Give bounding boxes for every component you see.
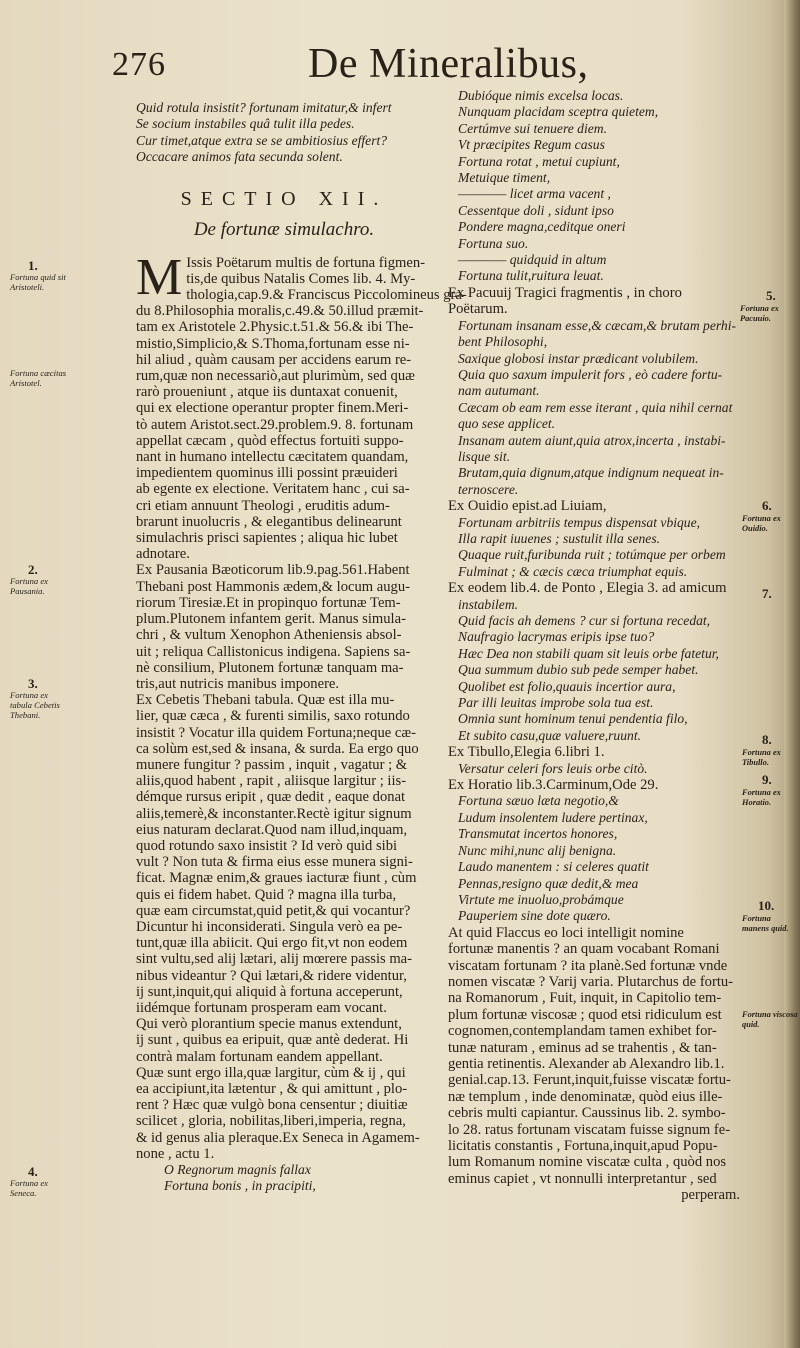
text-line: hil aliud , quàm causam per accidens earum re-: [136, 351, 412, 368]
left-prose: [136, 248, 467, 1162]
text-line: Versatur celeri fors leuis orbe citò.: [458, 760, 648, 776]
margin-number: 1.: [28, 258, 38, 273]
margin-number: 7.: [762, 586, 772, 601]
text-line: qui ex electione operantur propter finem.Meri-: [136, 400, 409, 417]
text-line: sint vultu,sed alij lætari, alij mœrere passis ma-: [136, 951, 413, 968]
text-line: genial.cap.13. Ferunt,inquit,fuisse viscatæ fortu-: [448, 1072, 731, 1089]
text-line: adnotare.: [136, 546, 190, 563]
text-line: quod rotundo saxo insistit ? Id verò quid sibi: [136, 837, 398, 854]
text-line: Quia quo saxum impulerit fors , eò cadere fortu-: [458, 366, 723, 382]
text-line: rum,quæ non necessariò,aut plurimùm, sed quæ: [136, 368, 415, 385]
text-line: ficat. Magnæ enim,& graues iacturæ fiunt , cùm: [136, 870, 417, 887]
text-line: Hæc Dea non stabili quam sit leuis orbe fatetur,: [458, 645, 719, 661]
text-line: fortunæ manentis ? an quam vocabant Romani: [448, 941, 720, 958]
text-line: Fortuna suo.: [458, 235, 529, 251]
text-line: Quolibet est folio,quauis incertior aura,: [458, 678, 676, 694]
text-line: Cur timet,atque extra se se ambitiosius effert?: [136, 132, 388, 148]
text-line: nibus videantur ? Qui lætari,& ridere videntur,: [136, 967, 407, 984]
text-line: plum.Plutonem infantem gerit. Manus simula-: [136, 611, 406, 628]
margin-note: Fortuna manens quid.: [742, 914, 789, 933]
text-line: Pennas,resigno quæ dedit,& mea: [458, 875, 639, 891]
text-line: Fortuna bonis , in pracipiti,: [164, 1178, 316, 1194]
margin-note: Fortuna cæcitas Aristotel.: [10, 368, 67, 388]
right-column: [448, 88, 740, 1204]
seneca-verse: [136, 1162, 432, 1195]
text-line: Et subito casu,quæ valuere,ruunt.: [458, 727, 641, 743]
margin-note: Fortuna quid sit Aristoteli.: [10, 272, 66, 292]
section-subtitle: De fortunæ simulachro.: [193, 218, 375, 240]
margin-number: 2.: [28, 562, 38, 577]
text-line: ea accipiunt,ita lætentur , & qui amittunt , plo-: [136, 1080, 408, 1097]
margin-note: Fortuna ex Tibullo.: [742, 748, 781, 767]
left-prose-lines: [136, 248, 467, 1162]
text-line: Transmutat incertos honores,: [458, 826, 618, 842]
margin-number: 3.: [28, 676, 38, 691]
text-line: tunt,quæ illa abiicit. Qui ergo fit,vt non eodem: [136, 935, 408, 952]
text-line: Dubióque nimis excelsa locas.: [458, 88, 624, 103]
text-line: Ludum insolentem ludere pertinax,: [458, 809, 648, 825]
text-line: cri etiam annuunt Theologi , eruditis adum-: [136, 497, 390, 514]
margin-note: Fortuna ex Horatio.: [742, 788, 781, 807]
text-line: Illa rapit iuuenes ; sustulit illa senes.: [458, 530, 661, 546]
text-line: Fortuna sæuo læta negotio,&: [458, 793, 619, 809]
text-line: simulachris prisci sapientes ; aliqua hic lubet: [136, 530, 398, 547]
text-line: Fortuna rotat , metui cupiunt,: [458, 153, 620, 169]
text-line: tam ex Aristotele 2.Physic.t.51.& 56.& ibi The-: [136, 319, 414, 336]
text-line: Fortunam insanam esse,& cæcam,& brutam perhi-: [458, 317, 737, 333]
text-line: scilicet , gloria, nobilitas,liberi,imperia, regna,: [136, 1113, 406, 1130]
text-line: instabilem.: [458, 596, 519, 612]
text-line: contrà malam fortunam eandem appellant.: [136, 1048, 383, 1065]
text-line: appellat cæcam , quòd effectus fortuiti suppo-: [136, 432, 404, 449]
text-line: Fortuna tulit,ruitura leuat.: [458, 268, 604, 284]
margin-note: Fortuna ex Pausania.: [10, 576, 48, 596]
text-line: quis ei fidem habet. Quid ? magna illa turba,: [136, 886, 397, 903]
text-line: Ex Pausania Bæoticorum lib.9.pag.561.Habent: [136, 562, 410, 579]
text-line: na Romanorum , Fuit, inquit, in Capitolio tem-: [448, 990, 722, 1007]
text-line: viscatam fortunam ? ita planè.Sed fortunæ vnde: [448, 957, 728, 974]
margin-note: Fortuna ex tabula Cebetis Thebani.: [10, 690, 60, 720]
text-line: Nunc mihi,nunc alij benigna.: [458, 842, 617, 858]
text-line: aliis,temerè,& inconstanter.Rectè igitur signum: [136, 805, 412, 822]
text-line: Ex Tibullo,Elegia 6.libri 1.: [448, 744, 605, 761]
text-line: gentia retinentis. Alexander ab Alexandro lib.1.: [448, 1055, 725, 1072]
text-line: aliis,quod habent , rapit , aliisque largitur ; iis-: [136, 773, 407, 790]
text-line: Ex Ouidio epist.ad Liuiam,: [448, 498, 607, 515]
text-line: nam autumant.: [458, 383, 540, 399]
text-line: tris,aut nutricis manibus imponere.: [136, 675, 340, 692]
text-line: du 8.Philosophia moralis,c.49.& 50.illud præmit-: [136, 303, 424, 320]
text-line: brarunt inuolucris , & elegantibus delinearunt: [136, 513, 402, 530]
text-line: eminus capiet , vt nonnulli interpretantur , sed: [448, 1170, 717, 1187]
text-line: plum fortunæ viscosæ ; quod etsi ridiculum est: [448, 1006, 722, 1023]
text-line: insistit ? Vocatur illa quidem Fortuna;neque cæ-: [136, 724, 416, 741]
text-line: Fortunam arbitriis tempus dispensat vbique,: [458, 514, 701, 530]
text-line: Par illi leuitas improbe sola tua est.: [458, 695, 654, 711]
drop-cap: M: [136, 248, 183, 306]
text-line: ca solùm est,sed & insana, & surda. Ea ergo quo: [136, 740, 419, 757]
margin-number: 10.: [758, 898, 775, 913]
text-line: Cessentque doli , sidunt ipso: [458, 202, 614, 218]
text-line: Ex Pacuuij Tragici fragmentis , in choro: [448, 284, 682, 301]
text-line: Naufragio lacrymas eripis ipse tuo?: [458, 629, 655, 645]
text-line: Vt præcipites Regum casus: [458, 137, 605, 153]
text-line: Quaque ruit,furibunda ruit ; totúmque per orbem: [458, 547, 726, 563]
text-line: démque rursus eripit , quæ dedit , eaque donat: [136, 789, 406, 806]
text-line: quæ eam circumstat,quid petit,& qui vocantur?: [136, 902, 411, 919]
text-line: Certúmve sui tenuere diem.: [458, 120, 607, 136]
text-line: impedientem quominus illi possint præuideri: [136, 465, 398, 482]
text-line: Laudo manentem : si celeres quatit: [458, 859, 649, 875]
margin-number: 8.: [762, 732, 772, 747]
text-line: nè consilium, Plutonem fortunæ tanquam ma-: [136, 659, 404, 676]
text-line: riorum Tiresiæ.Et in propinquo fortunæ Tem-: [136, 594, 401, 611]
margin-note: Fortuna ex Ouidio.: [742, 514, 781, 533]
text-line: Ex eodem lib.4. de Ponto , Elegia 3. ad amicum: [448, 580, 727, 597]
running-title: De Mineralibus,: [308, 41, 589, 87]
page-number: 276: [112, 46, 166, 83]
text-line: næ templum , inde denominatæ, quòd eius ille-: [448, 1088, 723, 1105]
text-line: ———— licet arma vacent ,: [458, 186, 611, 202]
text-line: Quid facis ah demens ? cur si fortuna recedat,: [458, 613, 711, 628]
text-line: Dicuntur hi inconsiderati. Singula verò ea pe-: [136, 918, 403, 935]
text-line: munere fungitur ? passim , inquit , vagatur ; &: [136, 756, 408, 773]
text-line: mistio,Simplicio,& S.Thoma,fortunam esse ni-: [136, 335, 410, 352]
text-line: Issis Poëtarum multis de fortuna figmen-: [186, 254, 425, 271]
text-line: uit ; reliqua Callistonicus indigena. Sapiens sa-: [136, 643, 411, 660]
text-line: tò autem Aristot.sect.29.problem.9. 8. fortunam: [136, 416, 414, 433]
margin-note: Fortuna ex Seneca.: [10, 1178, 48, 1198]
text-line: bent Philosophi,: [458, 334, 548, 350]
text-line: Qua summum dubio sub pede semper habet.: [458, 662, 699, 678]
text-line: nomen viscatæ ? Varij varia. Plutarchus de fortu-: [448, 973, 734, 990]
text-line: Cæcam ob eam rem esse iterant , quia nihil cernat: [458, 399, 733, 415]
text-line: Omnia sunt hominum tenui pendentia filo,: [458, 711, 688, 727]
catchword: perperam.: [681, 1187, 740, 1204]
text-line: tis,de quibus Natalis Comes lib. 4. My-: [186, 270, 416, 287]
text-line: lisque sit.: [458, 448, 511, 464]
text-line: Virtute me inuoluo,probámque: [458, 891, 624, 907]
text-line: ———— quidquid in altum: [458, 252, 607, 268]
margin-number: 5.: [766, 288, 776, 303]
margin-number: 4.: [28, 1164, 38, 1179]
text-line: Nunquam placidam sceptra quietem,: [458, 104, 659, 120]
text-line: Ex Cebetis Thebani tabula. Quæ est illa mu-: [136, 692, 395, 709]
text-line: ab egente ex electione. Veritatem hanc , cui sa-: [136, 481, 410, 498]
text-line: rarò proueniunt , atque iis duntaxat conuenit,: [136, 384, 398, 401]
text-line: Pauperiem sine dote quæro.: [458, 908, 611, 924]
text-line: ij sunt,inquit,qui aliquid à fortuna acceperunt,: [136, 983, 403, 1000]
margin-note: Fortuna viscosa quid.: [742, 1010, 798, 1029]
text-line: Se socium instabiles quâ tulit illa pedes.: [136, 116, 355, 132]
text-line: Quæ sunt ergo illa,quæ largitur, cùm & ij , qui: [136, 1064, 406, 1081]
opening-verse: [136, 100, 432, 166]
text-line: O Regnorum magnis fallax: [164, 1162, 311, 1177]
text-line: nant in humano intellectu cæcitatem quandam,: [136, 449, 409, 466]
text-line: eius naturam declarat.Quod nam illud,inquam,: [136, 821, 408, 838]
text-line: ij sunt , quibus ea eripuit, quæ antè dederat. Hi: [136, 1032, 409, 1049]
text-line: Qui verò plorantium specie manus extendunt,: [136, 1016, 402, 1033]
text-line: vult ? Non tuta & firma eius esse munera signi-: [136, 854, 413, 871]
right-lines: [448, 88, 740, 1187]
text-line: cebris multi capiantur. Caussinus lib. 2. symbo-: [448, 1105, 726, 1122]
left-column: [136, 100, 467, 1195]
margin-number: 6.: [762, 498, 772, 513]
text-line: tunæ naturam , eminus ad se trahentis , & tan-: [448, 1039, 717, 1056]
text-line: ternoscere.: [458, 481, 519, 497]
text-line: Ex Horatio lib.3.Carminum,Ode 29.: [448, 777, 659, 794]
text-line: Fulminat ; & cæcis cæca triumphat equis.: [458, 563, 688, 579]
text-line: Thebani post Hammonis ædem,& locum augu-: [136, 578, 410, 595]
text-line: quo sese applicet.: [458, 416, 556, 432]
text-line: Metuique timent,: [458, 170, 551, 186]
text-line: Quid rotula insistit? fortunam imitatur,& infert: [136, 100, 392, 115]
text-line: Pondere magna,ceditque oneri: [458, 219, 626, 235]
left-margin-notes: [8, 0, 68, 1348]
text-line: none , actu 1.: [136, 1145, 215, 1162]
text-line: Saxique globosi instar prædicant volubilem.: [458, 350, 699, 366]
text-line: Brutam,quia dignum,atque indignum nequeat in-: [458, 465, 724, 481]
text-line: lo 28. ratus fortunam viscatam fuisse signum fe-: [448, 1121, 731, 1138]
text-line: Occacare animos fata secunda solent.: [136, 149, 343, 165]
text-line: licitatis constantis , Fortuna,inquit,apud Popu-: [448, 1138, 718, 1154]
margin-note: Fortuna ex Pacuuio.: [740, 304, 779, 323]
text-line: lier, quæ cæca , & furenti similis, saxo rotundo: [136, 708, 410, 725]
text-line: Insanam autem aiunt,quia atrox,incerta , instabi-: [458, 432, 726, 448]
text-line: cognomen,contemplandam tamen exhibet for-: [448, 1023, 717, 1040]
right-margin-notes: [738, 0, 800, 1348]
margin-number: 9.: [762, 772, 772, 787]
text-line: chri , & vultum Xenophon Atheniensis absol-: [136, 627, 402, 644]
text-line: Poëtarum.: [448, 301, 508, 318]
text-line: iidémque fortunam prosperam eam vocant.: [136, 999, 387, 1016]
section-title: SECTIO XII.: [180, 187, 388, 210]
text-line: & id genus alia pleraque.Ex Seneca in Agamem-: [136, 1129, 420, 1146]
text-line: lum Romanum nomine viscatæ culta , quòd nos: [448, 1154, 727, 1171]
text-line: thologia,cap.9.& Franciscus Piccolomineus gra-: [186, 287, 467, 304]
text-line: rent ? Hæc quæ vulgò bona censentur ; diuitiæ: [136, 1097, 408, 1114]
text-line: At quid Flaccus eo loci intelligit nomine: [448, 924, 684, 941]
